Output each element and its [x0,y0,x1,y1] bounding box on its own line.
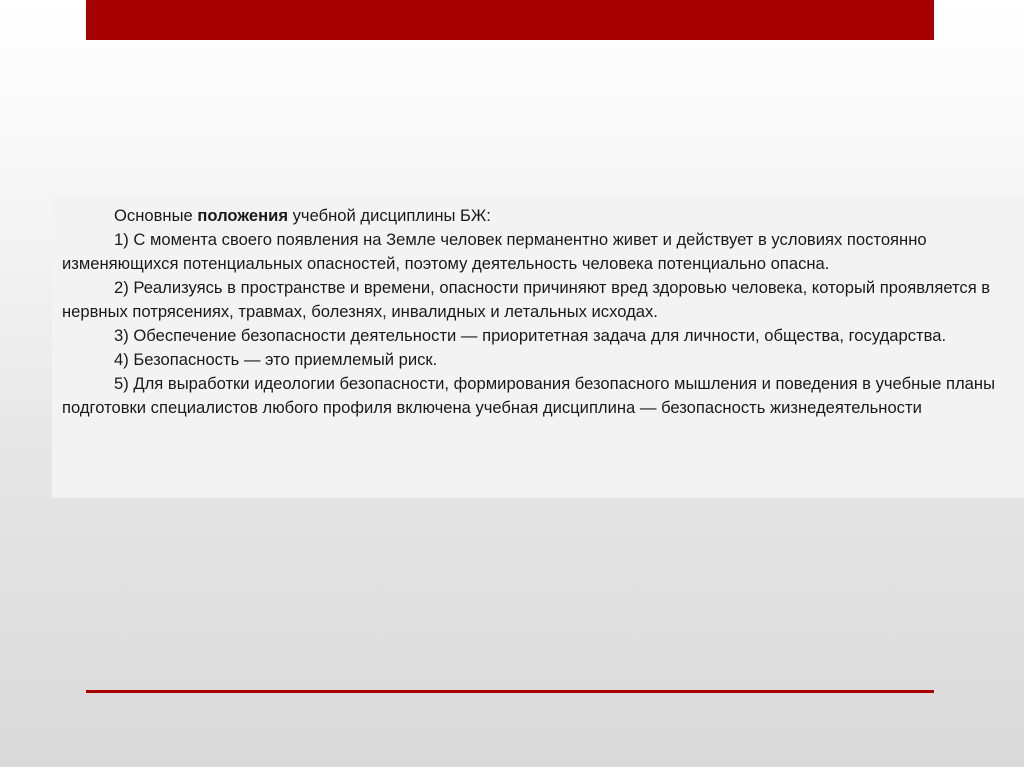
heading-text-end: учебной дисциплины БЖ: [288,206,491,225]
point-3: 3) Обеспечение безопасности деятельности — приоритетная задача для личности, общества, государства. [114,326,947,345]
bottom-accent-line [86,690,934,693]
point-2: 2) Реализуясь в пространстве и времени, опасности причиняют вред здоровью человека, который проявляется в нервных потрясениях, травмах, болезнях, инвалидных и летальных исходах. [62,278,991,321]
slide-heading [62,204,1012,228]
point-5: 5) Для выработки идеологии безопасности, формирования безопасного мышления и поведения в учебные планы подготовки специалистов любого профиля включена учебная дисциплина — безопасность жизнедеятельности [62,374,995,417]
heading-text-start: Основные [114,206,198,225]
point-1: 1) С момента своего появления на Земле человек перманентно живет и действует в условиях постоянно изменяющихся потенциальных опасностей, поэтому деятельность человека потенциально опасна. [62,230,927,273]
content-text-box [52,196,1024,498]
point-4: 4) Безопасность — это приемлемый риск. [114,350,438,369]
heading-bold-word: положения [197,206,289,225]
top-accent-bar [86,0,934,40]
